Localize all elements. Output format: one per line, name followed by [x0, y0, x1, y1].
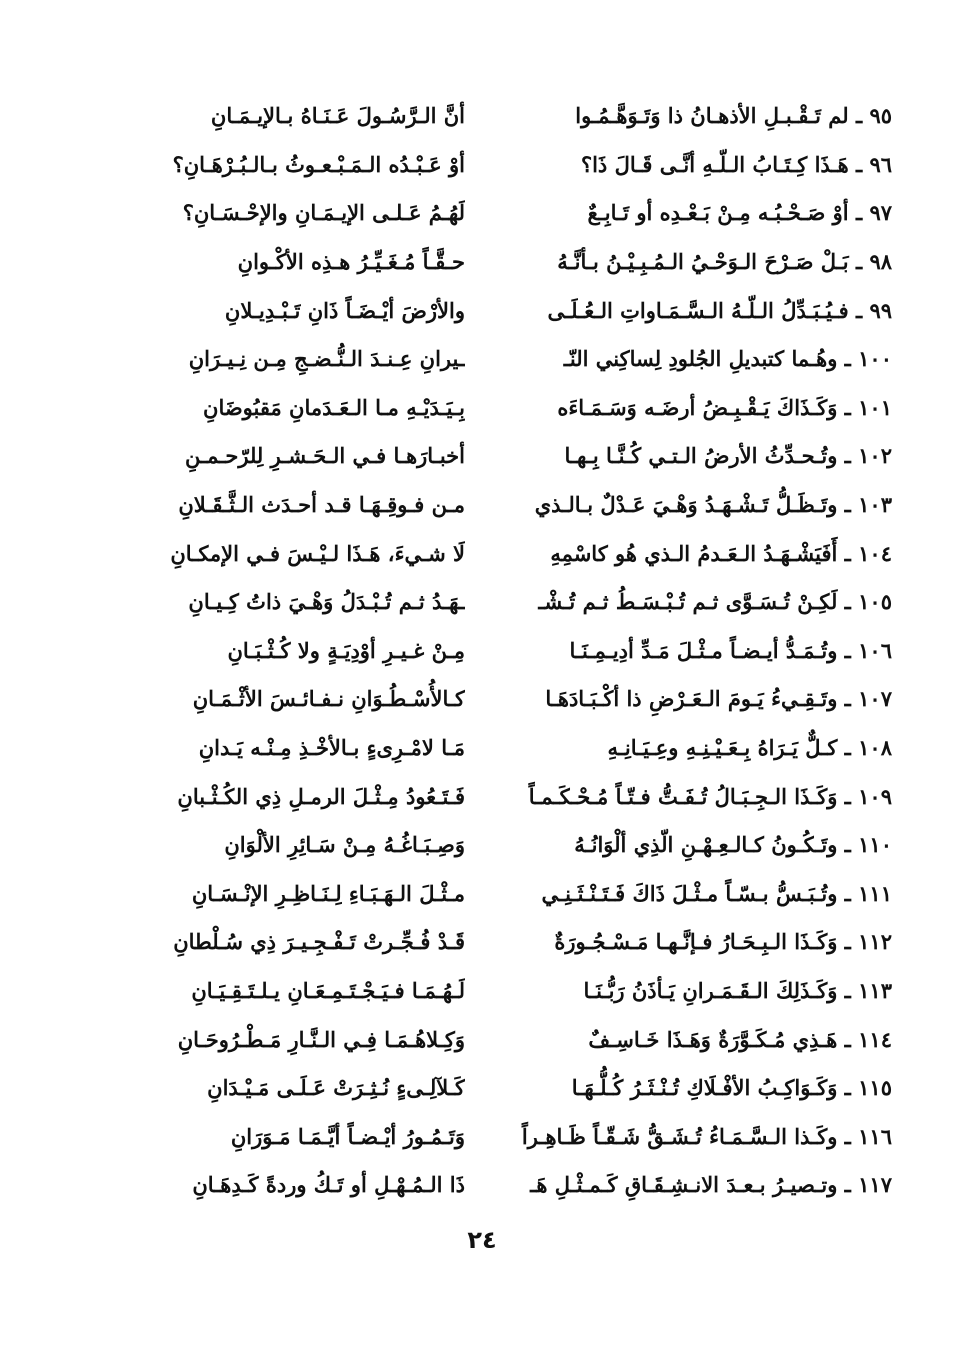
verse-first-hemistich [497, 675, 892, 723]
verse-first-hemistich [497, 92, 892, 140]
verse-second-hemistich: فَـتَـعُودُ مِـثْـلَ الرمـلِ ذِي الكُـثْـبانِ [177, 783, 465, 809]
verse-second-hemistich: لَـهُـمَـا فـيَـجْـتَـمِـعَـانِ يـلـتَـقِـيَـانِ [191, 977, 465, 1003]
verse-number: ٩٩ [869, 297, 892, 323]
verse-number-dash: ـ [848, 103, 870, 129]
verse-second-hemistich: قَـدْ فُـجِّـرتْ تَـفْـجِـيـرَ ذِي سُـلْطانِ [173, 929, 465, 955]
verse-number-dash: ـ [837, 929, 859, 955]
verse-line [70, 529, 892, 578]
verse-first-text: وَكَـذَلِكَ الـقَـمَـرانِ يَـأذَنُ رَبُّـنَـا [583, 977, 838, 1003]
verse-first-text: هَـذَا كِـتَـابُ الـلّـهِ أنَّـى قَـالَ ذَا؟ [580, 151, 849, 177]
verse-first-hemistich [497, 967, 892, 1015]
verse-number: ١٠٣ [858, 492, 892, 518]
verse-number: ١١١ [858, 880, 892, 906]
verse-first-hemistich [497, 481, 892, 529]
poem-verses [70, 92, 892, 1210]
verse-first-hemistich [497, 1016, 892, 1064]
verse-second-hemistich: مـثْـلَ الـهَـبَـاءِ لِـنَـاظِـرِ الإنْـسَـانِ [191, 880, 465, 906]
verse-number: ١٠٧ [858, 686, 892, 712]
verse-number-dash: ـ [837, 540, 859, 566]
verse-number: ١١٠ [858, 832, 892, 858]
verse-second-hemistich: كَـلآلِـىءٍ نُـثِـرَتْ عَـلَـى مَـيْـدَانِ [207, 1075, 465, 1101]
verse-first-text: وَكَـذَا الـجِـبَـالُ تُـفَـتُّ فـتّـاً مُـحْـكَـمـاً [528, 783, 838, 809]
verse-second-hemistich: مِـنْ غـيـرِ أوْدِيَـةٍ ولا كُـثْـبَـانِ [227, 637, 465, 663]
verse-first-text: بَـلْ صَـرْحَ الـوَحْـيُ الـمُـبِـيْـنُ بـأنَّـهُ [557, 249, 849, 275]
page-number: ٢٤ [467, 1226, 497, 1254]
verse-second-hemistich: ذَا الـمُـهْـلِ أو تَـكُ وردةً كَـدِهَـانِ [192, 1172, 465, 1198]
verse-first-hemistich [497, 141, 892, 189]
verse-second-hemistich: وَتَـمُـورُ أيْـضـاً أيَّـمَـا مَـوَرَانِ [230, 1123, 465, 1149]
verse-second-hemistich: مَـا لامْـرِىءٍ بـالأخْـذِ مِـنْـه يَـدانِ [198, 735, 465, 761]
verse-second-hemistich: لَهُـمُ عَـلـى الإيـمَـانِ والإحْـسَـانِ؟ [182, 200, 465, 226]
verse-number: ٩٧ [869, 200, 892, 226]
verse-first-text: وتَـظَـلُّ تَـشْـهَـدُ وَهْـيَ عَـدْلٌ بـالـذي [534, 492, 838, 518]
verse-number-dash: ـ [837, 1026, 859, 1052]
verse-number: ١٠٨ [858, 735, 892, 761]
verse-first-text: وتَـقِـيءُ يَـومَ الـعَـرْضِ ذا أكْـبَـادَهَـا [545, 686, 838, 712]
verse-number-dash: ـ [848, 249, 870, 275]
verse-first-hemistich [497, 1064, 892, 1112]
verse-line [70, 578, 892, 627]
verse-second-hemistich: أوْ عَـبْـدُه الـمَـبْـعـوثُ بـالـبُـرْهَـانِ؟ [172, 151, 465, 177]
verse-line [70, 627, 892, 676]
verse-number: ١١٢ [858, 929, 892, 955]
verse-first-text: فـيُـبَـدِّلُ الـلّـهُ الـسَّـمَـاواتِ الـعُـلَـى [547, 297, 849, 323]
verse-line [70, 1064, 892, 1113]
verse-number-dash: ـ [848, 297, 870, 323]
verse-first-text: وَكَـوَاكِـبُ الأفْـلَاكِ تُـنْـثَـرُ كُـلُّـهَـا [571, 1075, 838, 1101]
verse-number: ١٠٩ [858, 783, 892, 809]
verse-second-hemistich: ـيرانِ عِـنـدَ الـنُّـضـجِ مِـن نِـيـرَانِ [188, 346, 465, 372]
verse-second-hemistich: حـقَّـاً مُـغَـيِّـرُ هـذِه الأكْـوانِ [237, 249, 465, 275]
verse-first-hemistich [497, 384, 892, 432]
verse-number-dash: ـ [837, 637, 859, 663]
verse-first-text: أَفَيَشْـهَـدُ الـعَـدمُ الـذي هُو كاسْمِهِ [550, 540, 838, 566]
verse-first-hemistich [497, 578, 892, 626]
verse-second-hemistich: أخبـارَهـا فـي الـحَـشـرِ لِلرّحـمـنِ [184, 443, 465, 469]
verse-number: ١٠٠ [858, 346, 892, 372]
verse-line [70, 1161, 892, 1210]
verse-number-dash: ـ [837, 394, 859, 420]
verse-first-text: لم تَـقْـبـلِ الأذهـانُ ذا وَتَـوَهَّـمُـوا [575, 103, 849, 129]
verse-number-dash: ـ [837, 1075, 859, 1101]
verse-line [70, 189, 892, 238]
verse-line [70, 141, 892, 190]
verse-first-hemistich [497, 287, 892, 335]
verse-number: ١١٥ [858, 1075, 892, 1101]
verse-line [70, 335, 892, 384]
verse-line [70, 918, 892, 967]
verse-number-dash: ـ [837, 977, 859, 1003]
verse-line [70, 92, 892, 141]
verse-first-hemistich [497, 870, 892, 918]
verse-line [70, 384, 892, 433]
verse-line [70, 286, 892, 335]
verse-first-hemistich [497, 432, 892, 480]
verse-number: ١١٤ [858, 1026, 892, 1052]
verse-second-hemistich: مـن فـوقِـهَـا قـد أحـدَث الـثَّـقَـلانِ [178, 492, 465, 518]
verse-first-hemistich [497, 627, 892, 675]
verse-number-dash: ـ [837, 1123, 859, 1149]
verse-number: ١٠٢ [858, 443, 892, 469]
verse-first-hemistich [497, 1161, 892, 1209]
verse-second-hemistich: بِـيَـدَيْـهِ مـا الـعَـدَمانِ مَقبُوضَانِ [203, 394, 465, 420]
verse-number: ١٠١ [858, 394, 892, 420]
verse-first-text: وَكَـذَا الـبِـحَـارُ فـإنَّـهـا مَـسْـجُـورَةٌ [554, 929, 838, 955]
verse-first-text: وكَـذا الـسَّـمَـاءُ تُـشَـقُّ شَـقّـاً ظَـاهِـراً [521, 1123, 838, 1149]
verse-first-hemistich [497, 918, 892, 966]
verse-number: ١١٧ [858, 1172, 892, 1198]
verse-number-dash: ـ [837, 832, 859, 858]
verse-first-hemistich [497, 335, 892, 383]
verse-line [70, 238, 892, 287]
verse-number-dash: ـ [837, 783, 859, 809]
verse-first-text: هَـذِي مُـكَـوَّرَةٌ وَهَـذَا خَـاسِـفٌ [588, 1026, 838, 1052]
verse-second-hemistich: والأرْضَ أيْـضَـاً ذَانِ تَـبْـدِيـلانِ [224, 297, 465, 323]
verse-number: ١٠٦ [858, 637, 892, 663]
verse-second-hemistich: كـالأُسْـطُـوَانِ نـفـائـسَ الأثْـمَـانِ [192, 686, 465, 712]
verse-number-dash: ـ [837, 443, 859, 469]
verse-number-dash: ـ [837, 589, 859, 615]
verse-line [70, 772, 892, 821]
verse-first-text: وتُـحـدِّثُ الأرضُ الـتـي كُـنَّـا بِـهـا [564, 443, 838, 469]
verse-first-hemistich [497, 530, 892, 578]
verse-number: ٩٨ [869, 249, 892, 275]
verse-number: ١٠٤ [858, 540, 892, 566]
verse-number-dash: ـ [848, 151, 870, 177]
verse-first-text: وهُـما كتبديلِ الجُلودِ لِساكِني النّـ [563, 346, 838, 372]
verse-number-dash: ـ [837, 346, 859, 372]
verse-first-hemistich [497, 724, 892, 772]
verse-line [70, 1015, 892, 1064]
verse-first-hemistich [497, 773, 892, 821]
verse-line [70, 870, 892, 919]
verse-second-hemistich: ـهَـدُ ثـم تُـبْـدَلُ وَهْـيَ ذاتُ كِـيـانِ [188, 589, 465, 615]
verse-number-dash: ـ [837, 686, 859, 712]
verse-first-text: أوْ صَـحْـبُـه مِـنْ بَـعْـدِه أو تَـابِـعٌ [587, 200, 849, 226]
verse-number: ٩٦ [869, 151, 892, 177]
verse-first-hemistich [497, 189, 892, 237]
verse-first-hemistich [497, 1113, 892, 1161]
verse-line [70, 821, 892, 870]
verse-number-dash: ـ [837, 735, 859, 761]
verse-number: ١١٣ [858, 977, 892, 1003]
verse-first-text: وتُـمَـدُّ أيـضـاً مـثْـلَ مَـدِّ أدِيـمِـنَـا [569, 637, 838, 663]
verse-number: ١٠٥ [858, 589, 892, 615]
verse-number-dash: ـ [848, 200, 870, 226]
verse-second-hemistich: لَا شـيءَ، هَـذَا لـيْـسَ فـي الإمكـانِ [170, 540, 465, 566]
verse-first-text: وتـصيـرُ بـعـدَ الانـشِـقَـاقِ كَـمـثْـلِ هَـ [530, 1172, 838, 1198]
verse-first-text: لَكِـنْ تُـسَـوَّى ثـم تُـبْـسَـطُ ثـم تُـشْـ [538, 589, 838, 615]
verse-first-text: وتَـكُـونُ كـالـعِـهْـنِ الّذِي ألْوَانُـهُ [574, 832, 838, 858]
verse-line [70, 675, 892, 724]
verse-line [70, 481, 892, 530]
verse-number-dash: ـ [837, 1172, 859, 1198]
verse-number: ١١٦ [858, 1123, 892, 1149]
verse-line [70, 967, 892, 1016]
verse-line [70, 724, 892, 773]
verse-line [70, 1112, 892, 1161]
verse-number-dash: ـ [837, 880, 859, 906]
verse-number: ٩٥ [869, 103, 892, 129]
verse-second-hemistich: أنَّ الـرَّسُـولَ عَـنَـاهُ بـالإيـمَـانِ [210, 103, 465, 129]
verse-first-text: وَكَـذَاكَ يَـقْـبِـضُ أرضَـه وَسَـمَـاءَه [557, 394, 838, 420]
verse-first-text: وتُـبَـسُّ بـسّـاً مـثْـلَ ذَاكَ فَـتَـنْـثَـنِـي [541, 880, 838, 906]
verse-second-hemistich: وَصِـبَـاغُـهُ مِـنْ سَـائِرِ الألْوَانِ [224, 832, 465, 858]
verse-first-hemistich [497, 821, 892, 869]
verse-first-text: كـلٌّ يَـرَاهُ بِـعَـيْـنِـهِ وعِـيَـانِـهِ [607, 735, 838, 761]
verse-number-dash: ـ [837, 492, 859, 518]
verse-first-hemistich [497, 238, 892, 286]
verse-second-hemistich: وَكِـلاهُـمَـا فِـي الـنَّـارِ مَـطْـرُوحَـانِ [177, 1026, 465, 1052]
verse-line [70, 432, 892, 481]
